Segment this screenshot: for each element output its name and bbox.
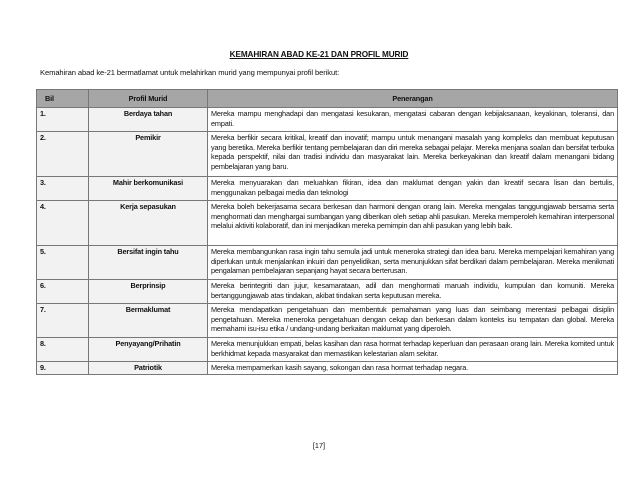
- profile-name: Berdaya tahan: [89, 108, 208, 132]
- profile-description: Mereka berintegriti dan jujur, kesamarataan, adil dan menghormati maruah individu, kumpulan dan komuniti. Mereka bertanggungjawab atas tindakan, akibat tindakan serta keputusan mereka.: [208, 280, 618, 304]
- profile-description: Mereka mampu menghadapi dan mengatasi kesukaran, mengatasi cabaran dengan kebijaksanaan, keyakinan, toleransi, dan empati.: [208, 108, 618, 132]
- student-profile-table: [36, 89, 618, 375]
- row-number: 3.: [37, 177, 89, 201]
- profile-description: Mereka berfikir secara kritikal, kreatif dan inovatif; mampu untuk menangani masalah yang kompleks dan membuat keputusan yang beretika. Mereka berfikir tentang pembelajaran dan diri mereka sebagai pelajar. Mereka menjana soalan dan bersifat terbuka kepada perspektif, nilai dan tradisi individu dan masyarakat lain. Mereka berkeyakinan dan kreatif dalam menangani bidang pembelajaran yang baru.: [208, 132, 618, 177]
- row-number: 1.: [37, 108, 89, 132]
- profile-description: Mereka mendapatkan pengetahuan dan membentuk pemahaman yang luas dan seimbang merentasi pelbagai disiplin pengetahuan. Mereka meneroka pengetahuan dengan cekap dan berkesan dalam konteks isu tempatan dan global. Mereka memahami isu-isu etika / undang-undang berkaitan maklumat yang diperoleh.: [208, 304, 618, 338]
- table-row: [37, 132, 618, 177]
- table-row: [37, 304, 618, 338]
- row-number: 2.: [37, 132, 89, 177]
- profile-description: Mereka membangunkan rasa ingin tahu semula jadi untuk meneroka strategi dan idea baru. Mereka mempelajari kemahiran yang diperlukan untuk menjalankan inkuiri dan penyelidikan, serta menunjukkan sifat berdikari dalam pembelajaran. Mereka menikmati pengalaman pembelajaran sepanjang hayat secara berterusan.: [208, 246, 618, 280]
- row-number: 8.: [37, 338, 89, 362]
- header-profil-murid: Profil Murid: [89, 90, 208, 108]
- row-number: 6.: [37, 280, 89, 304]
- document-title: KEMAHIRAN ABAD KE-21 DAN PROFIL MURID: [229, 50, 409, 59]
- profile-description: Mereka menyuarakan dan meluahkan fikiran, idea dan maklumat dengan yakin dan kreatif secara lisan dan bertulis, menggunakan pelbagai media dan teknologi: [208, 177, 618, 201]
- header-bil: Bil: [37, 90, 89, 108]
- profile-name: Berprinsip: [89, 280, 208, 304]
- page-number: [17]: [312, 441, 326, 450]
- profile-name: Mahir berkomunikasi: [89, 177, 208, 201]
- row-number: 7.: [37, 304, 89, 338]
- profile-name: Kerja sepasukan: [89, 201, 208, 246]
- table-row: [37, 201, 618, 246]
- table-row: [37, 280, 618, 304]
- table-header-row: [37, 90, 618, 108]
- table-row: [37, 362, 618, 375]
- profile-name: Bersifat ingin tahu: [89, 246, 208, 280]
- profile-name: Penyayang/Prihatin: [89, 338, 208, 362]
- profile-name: Bermaklumat: [89, 304, 208, 338]
- table-row: [37, 177, 618, 201]
- intro-text: Kemahiran abad ke-21 bermatlamat untuk melahirkan murid yang mempunyai profil berikut:: [40, 68, 340, 77]
- profile-description: Mereka menunjukkan empati, belas kasihan dan rasa hormat terhadap keperluan dan perasaan orang lain. Mereka komited untuk berkhidmat kepada masyarakat dan memastikan kelestarian alam sekitar.: [208, 338, 618, 362]
- profile-description: Mereka boleh bekerjasama secara berkesan dan harmoni dengan orang lain. Mereka mengalas tanggungjawab bersama serta menghormati dan menghargai sumbangan yang diberikan oleh setiap ahli pasukan. Mereka memperoleh kemahiran interpersonal melalui aktiviti kolaboratif, dan ini menjadikan mereka pemimpin dan ahli pasukan yang lebih baik.: [208, 201, 618, 246]
- row-number: 9.: [37, 362, 89, 375]
- table-row: [37, 108, 618, 132]
- row-number: 5.: [37, 246, 89, 280]
- profile-name: Patriotik: [89, 362, 208, 375]
- table-row: [37, 338, 618, 362]
- table-row: [37, 246, 618, 280]
- profile-description: Mereka mempamerkan kasih sayang, sokongan dan rasa hormat terhadap negara.: [208, 362, 618, 375]
- profile-name: Pemikir: [89, 132, 208, 177]
- header-penerangan: Penerangan: [208, 90, 618, 108]
- row-number: 4.: [37, 201, 89, 246]
